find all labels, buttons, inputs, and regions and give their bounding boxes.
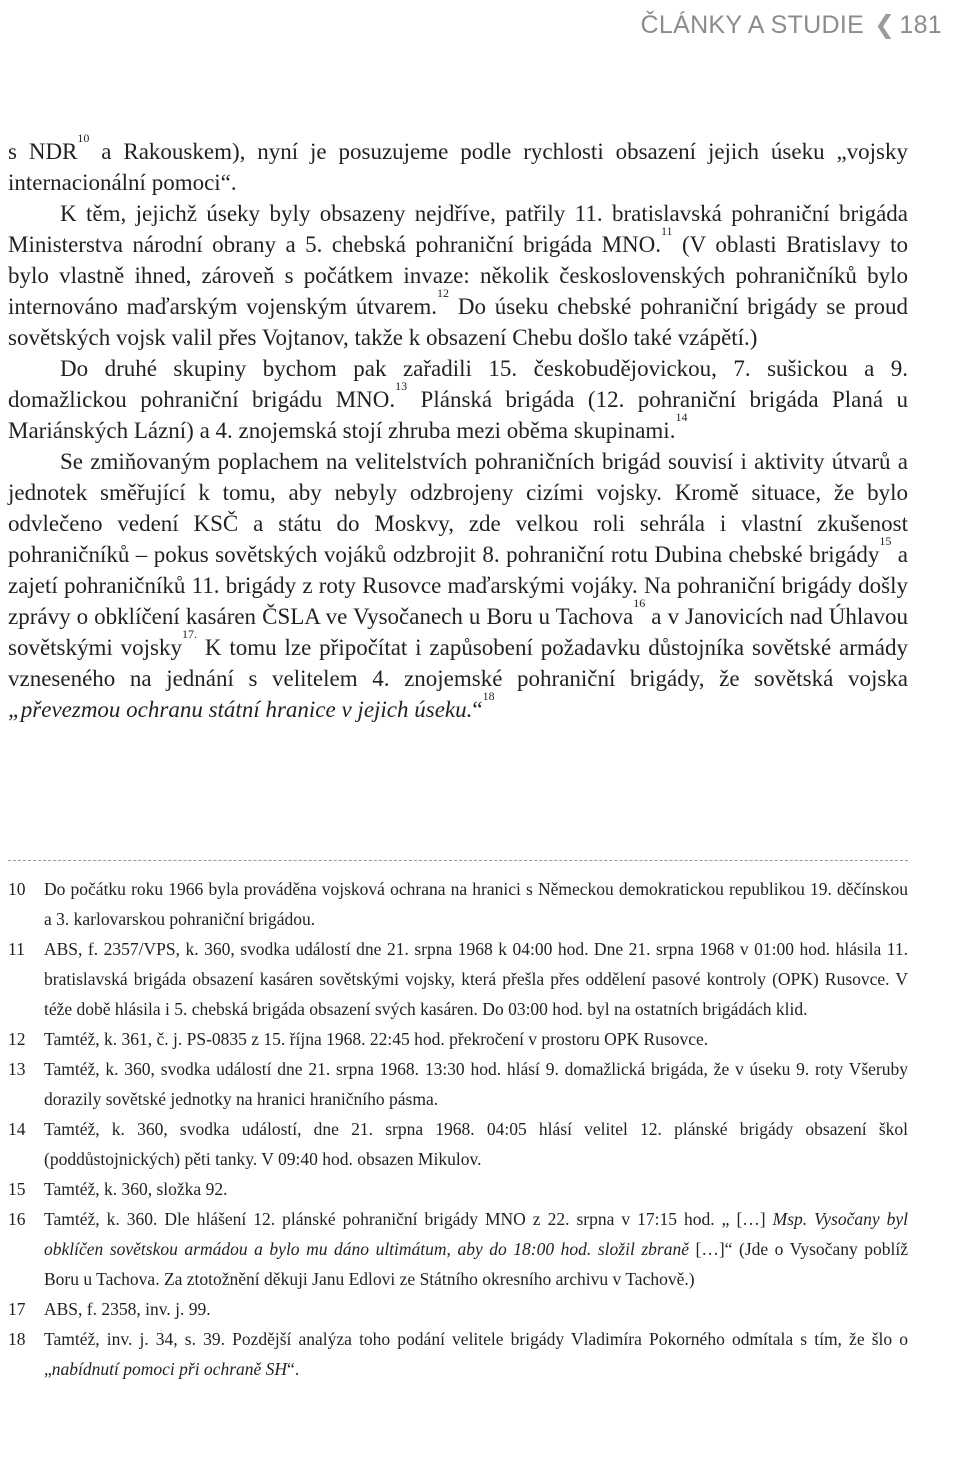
footnote: [8, 1324, 908, 1384]
footnote-ref[interactable]: 13: [395, 379, 408, 393]
footnote-number: 16: [8, 1209, 26, 1229]
footnote: [8, 1054, 908, 1114]
text-run: Se zmiňovaným poplachem na velitelstvích pohraničních brigád souvisí i aktivity útvarů a jednotek směřující k tomu, aby nebyly odzbrojeny cizími vojsky. Kromě situace, že bylo odvlečeno vedení KSČ a státu do Moskvy, zde velkou roli sehrála i vlastní zkušenost pohraničníků – pokus sovětských vojáků odzbrojit 8. pohraniční rotu Dubina chebské brigády: [8, 449, 908, 567]
footnote-number: 13: [8, 1059, 26, 1079]
footnote-text: Tamtéž, k. 360, složka 92.: [44, 1179, 228, 1199]
footnote-ref[interactable]: 11: [661, 224, 673, 238]
paragraph: [8, 446, 908, 725]
text-run: a v Janovicích nad Úhlavou sovětskými vojsky: [8, 604, 908, 660]
paragraph: [8, 353, 908, 446]
footnote-italic: Msp. Vysočany byl obklíčen sovětskou armádou a bylo mu dáno ultimátum, aby do 18:00 hod. složil zbraně: [44, 1209, 909, 1259]
text-run: Plánská brigáda (12. pohraniční brigáda Planá u Mariánských Lázní) a 4. znojemská stojí zhruba mezi oběma skupinami.: [8, 387, 908, 443]
footnote-divider: [8, 860, 908, 861]
footnote-text: ABS, f. 2358, inv. j. 99.: [44, 1299, 211, 1319]
footnote-number: 17: [8, 1299, 26, 1319]
footnote-ref[interactable]: 10: [77, 131, 90, 145]
footnote-text: Do počátku roku 1966 byla prováděna vojsková ochrana na hranici s Německou demokratickou republikou 19. děčínskou a 3. karlovarskou pohraniční brigádou.: [44, 879, 908, 929]
footnote: [8, 934, 908, 1024]
footnote: [8, 874, 908, 934]
chevron-left-icon: ❮: [874, 11, 896, 39]
text-run: K těm, jejichž úseky byly obsazeny nejdříve, patřily 11. bratislavská pohraniční brigáda Ministerstva národní obrany a 5. chebská pohraniční brigáda MNO.: [8, 201, 908, 257]
footnote-ref[interactable]: 17.: [182, 627, 197, 641]
footnote-text: […]“ (Jde o Vysočany poblíž Boru u Tachova. Za ztotožnění děkuji Janu Edlovi ze Státního okresního archivu v Tachově.): [44, 1239, 908, 1289]
footnotes: [8, 874, 908, 1384]
quote-mark: „: [8, 697, 21, 722]
footnote-ref[interactable]: 18: [482, 689, 495, 703]
footnote-text: Tamtéž, k. 361, č. j. PS-0835 z 15. října 1968. 22:45 hod. překročení v prostoru OPK Rusovce.: [44, 1029, 709, 1049]
text-run: s NDR: [8, 139, 78, 164]
footnote-text: Tamtéž, k. 360. Dle hlášení 12. plánské pohraniční brigády MNO z 22. srpna v 17:15 hod. „ […]: [44, 1209, 773, 1229]
footnote-number: 15: [8, 1179, 26, 1199]
footnote-italic: nabídnutí pomoci při ochraně SH: [51, 1359, 288, 1379]
footnote-number: 10: [8, 879, 26, 899]
footnote: [8, 1024, 908, 1054]
footnote-number: 11: [8, 939, 25, 959]
text-run: Do úseku chebské pohraniční brigády se proud sovětských vojsk valil přes Vojtanov, takže k obsazení Chebu došlo také vzápětí.): [8, 294, 908, 350]
section-title: ČLÁNKY A STUDIE: [640, 11, 865, 39]
footnote: [8, 1204, 908, 1294]
footnote-ref[interactable]: 15: [879, 534, 892, 548]
paragraph: [8, 131, 908, 198]
text-run: (V oblasti Bratislavy to bylo vlastně ihned, zároveň s počátkem invaze: několik československých pohraničníků bylo internováno maďarským vojenským útvarem.: [8, 232, 908, 319]
text-run: a zajetí pohraničníků 11. brigády z roty Rusovce maďarskými vojáky. Na pohraniční brigády došly zprávy o obklíčení kasáren ČSLA ve Vysočanech u Boru u Tachova: [8, 542, 908, 629]
quote-mark: “: [472, 697, 483, 722]
footnote-text: Tamtéž, inv. j. 34, s. 39. Pozdější analýza toho podání velitele brigády Vladimíra Pokorného odmítala s tím, že šlo o „: [44, 1329, 908, 1379]
footnote-number: 14: [8, 1119, 26, 1139]
footnote-text: Tamtéž, k. 360, svodka událostí dne 21. srpna 1968. 13:30 hod. hlásí 9. domažlická brigáda, že v úseku 9. roty Všeruby dorazily sovětské jednotky na hranici hraničního pásma.: [44, 1059, 908, 1109]
footnote: [8, 1114, 908, 1174]
footnote-number: 12: [8, 1029, 26, 1049]
text-run: a Rakouskem), nyní je posuzujeme podle rychlosti obsazení jejich úseku „vojsky internacionální pomoci“.: [8, 139, 908, 195]
footnote: [8, 1294, 908, 1324]
footnote-ref[interactable]: 14: [675, 410, 688, 424]
footnote: [8, 1174, 908, 1204]
footnote-number: 18: [8, 1329, 26, 1349]
article-body: [8, 131, 908, 725]
text-run: Do druhé skupiny bychom pak zařadili 15. českobudějovickou, 7. sušickou a 9. domažlickou pohraniční brigádu MNO.: [8, 356, 908, 412]
footnote-ref[interactable]: 12: [437, 286, 450, 300]
footnote-text: “.: [287, 1359, 300, 1379]
paragraph: [8, 198, 908, 353]
italic-quote: převezmou ochranu státní hranice v jejich úseku.: [20, 697, 473, 722]
running-header: [641, 10, 942, 40]
footnote-ref[interactable]: 16: [633, 596, 646, 610]
page-number: 181: [899, 11, 942, 39]
footnote-text: ABS, f. 2357/VPS, k. 360, svodka událostí dne 21. srpna 1968 k 04:00 hod. Dne 21. srpna 1968 v 01:00 hod. hlásila 11. bratislavská brigáda obsazení kasáren sovětskými vojsky, která přešla přes oddělení pasové kontroly (OPK) Rusovce. V téže době hlásila i 5. chebská brigáda obsazení svých kasáren. Do 03:00 hod. byl na ostatních brigádách klid.: [44, 939, 908, 1019]
text-run: K tomu lze připočítat i zapůsobení požadavku důstojníka sovětské armády vzneseného na jednání s velitelem 4. znojemské pohraniční brigády, že sovětská vojska: [8, 635, 908, 691]
footnote-text: Tamtéž, k. 360, svodka událostí, dne 21. srpna 1968. 04:05 hlásí velitel 12. plánské brigády obsazení škol (poddůstojnických) pěti tanky. V 09:40 hod. obsazen Mikulov.: [44, 1119, 908, 1169]
